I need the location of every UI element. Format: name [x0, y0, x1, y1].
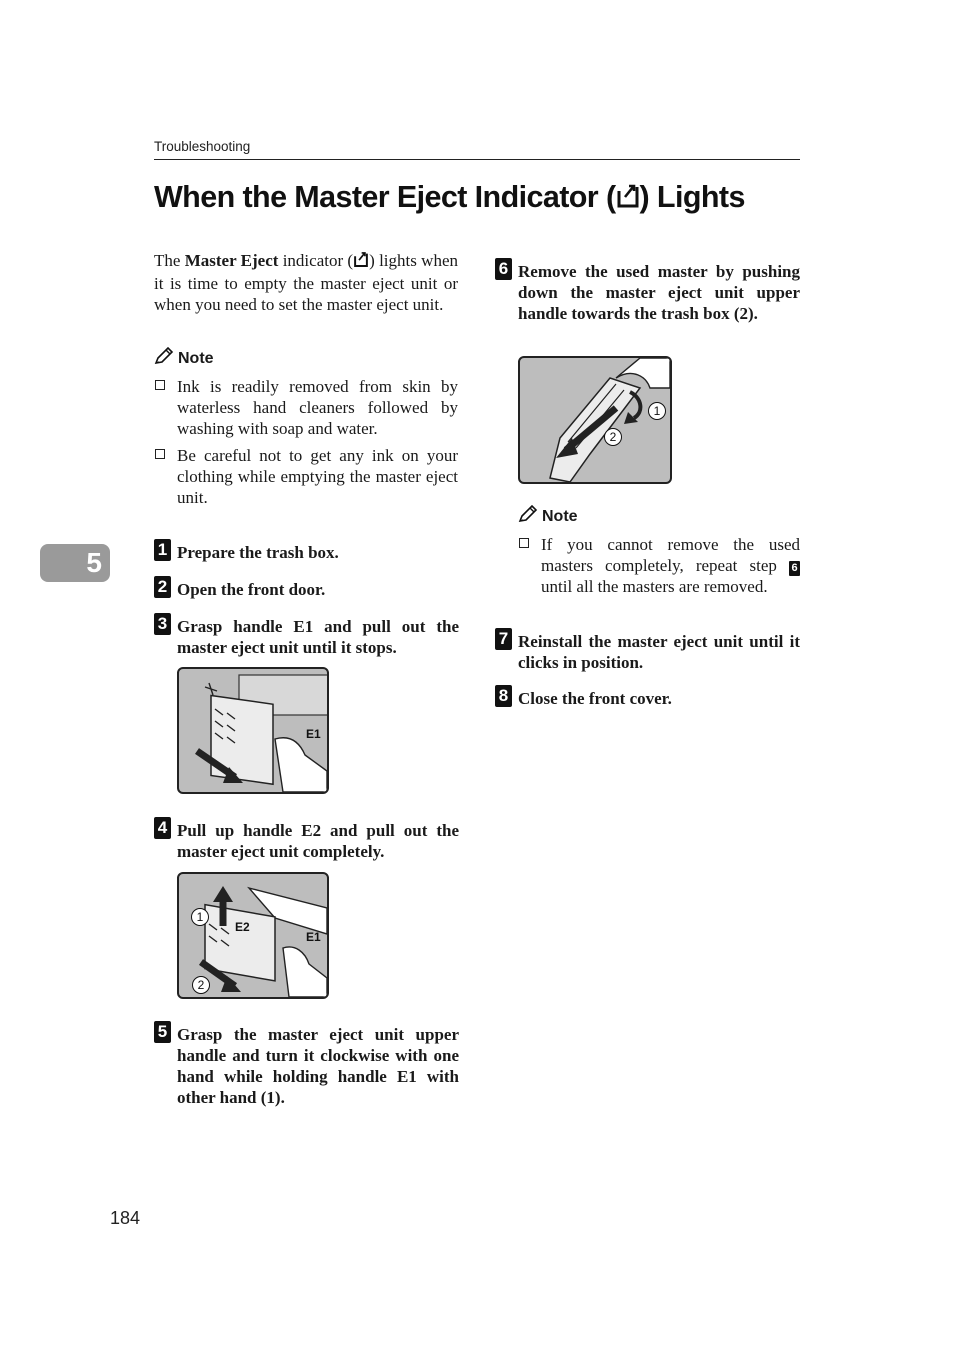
note-heading	[518, 505, 800, 528]
checkbox-icon	[155, 449, 165, 459]
note-text: Ink is readily removed from skin by waterless hand cleaners followed by washing with soap and water.	[177, 377, 458, 438]
step-text: Grasp handle E1 and pull out the master eject unit until it stops.	[177, 617, 459, 657]
pencil-icon	[518, 505, 538, 528]
handle-label-e1: E1	[306, 930, 321, 944]
illustration-pull-out-unit	[177, 667, 329, 794]
callout-number: 2	[192, 976, 210, 994]
step-1	[154, 542, 459, 563]
step-8	[495, 688, 800, 709]
step-number-badge: 1	[154, 539, 171, 561]
step-3	[154, 616, 459, 658]
note-label: Note	[178, 349, 214, 367]
step-number-badge: 2	[154, 576, 171, 598]
intro-text-1: The	[154, 251, 185, 270]
pencil-icon	[154, 347, 174, 370]
note-text: Be careful not to get any ink on your clothing while emptying the master eject unit.	[177, 446, 458, 507]
chapter-tab: 5	[40, 544, 110, 582]
step-text: Remove the used master by pushing down the master eject unit upper handle towards the trash box (2).	[518, 262, 800, 323]
title-text-start: When the Master Eject Indicator (	[154, 180, 616, 214]
step-text: Grasp the master eject unit upper handle and turn it clockwise with one hand while holding handle E1 with other hand (1).	[177, 1025, 459, 1107]
note-list	[518, 534, 800, 597]
step-7	[495, 631, 800, 673]
step-4	[154, 820, 459, 862]
intro-text-2: indicator (	[278, 251, 354, 270]
machine-drawing	[179, 669, 327, 792]
step-text: Reinstall the master eject unit until it clicks in position.	[518, 632, 800, 672]
master-eject-icon	[353, 251, 369, 273]
master-eject-icon	[616, 182, 640, 217]
checkbox-icon	[519, 538, 529, 548]
step-number-badge: 5	[154, 1021, 171, 1043]
intro-text-3: ) lights when it is time to empty the master eject unit or when you need to set the master eject unit.	[154, 251, 458, 314]
step-number-badge: 8	[495, 685, 512, 707]
note-item	[154, 376, 458, 439]
note-label: Note	[542, 507, 578, 525]
note-text: If you cannot remove the used masters completely, repeat step	[541, 535, 800, 575]
illustration-remove-unit	[177, 872, 329, 999]
handle-label-e1: E1	[306, 727, 321, 741]
note-heading	[154, 347, 458, 370]
step-reference-badge: 6	[789, 561, 800, 576]
step-2	[154, 579, 459, 600]
note-list	[154, 376, 458, 508]
machine-drawing	[520, 358, 670, 482]
callout-number: 2	[604, 428, 622, 446]
step-text: Close the front cover.	[518, 689, 672, 708]
callout-number: 1	[191, 908, 209, 926]
checkbox-icon	[155, 380, 165, 390]
note-block	[154, 347, 458, 508]
step-number-badge: 3	[154, 613, 171, 635]
page-number: 184	[110, 1208, 141, 1228]
handle-label-e2: E2	[235, 920, 250, 934]
note-item	[154, 445, 458, 508]
running-header: Troubleshooting	[154, 139, 251, 154]
step-number-badge: 7	[495, 628, 512, 650]
illustration-push-down-handle	[518, 356, 672, 484]
note-block	[518, 505, 800, 597]
note-text: until all the masters are removed.	[541, 577, 768, 596]
intro-paragraph	[154, 250, 458, 315]
page-title	[154, 180, 814, 217]
step-6	[495, 261, 800, 324]
callout-number: 1	[648, 402, 666, 420]
header-divider	[154, 159, 800, 160]
step-number-badge: 4	[154, 817, 171, 839]
title-text-end: ) Lights	[639, 180, 745, 214]
step-number-badge: 6	[495, 258, 512, 280]
step-text: Open the front door.	[177, 580, 326, 599]
step-5	[154, 1024, 459, 1108]
step-text: Prepare the trash box.	[177, 543, 339, 562]
note-item	[518, 534, 800, 597]
step-text: Pull up handle E2 and pull out the master eject unit completely.	[177, 821, 459, 861]
intro-bold-term: Master Eject	[184, 251, 279, 270]
